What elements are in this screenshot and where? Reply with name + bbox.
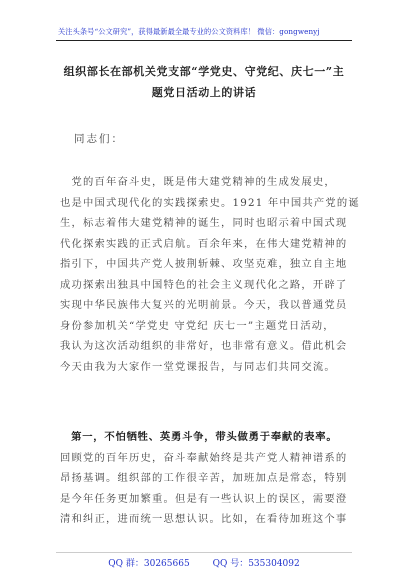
header-promo: 关注头条号“公文研究”，获得最新最全最专业的公文资料库！ 微信：gongwenyj [58,27,320,36]
paragraph-line: 实现中华民族伟大复兴的光明前景。今天，我以普通党员 [60,299,348,311]
document-title [44,61,364,103]
paragraph-line: 成功探索出独具中国特色的社会主义现代化之路，开辟了 [60,278,348,291]
greeting: 同志们： [74,133,124,145]
paragraph-line: 党的百年奋斗史，既是伟大建党精神的生成发展史， [60,176,336,188]
footer-contact [0,556,408,569]
footer-qq-group: QQ 群：30265665 [108,559,190,569]
footer-qq-number: QQ 号：535304092 [212,559,300,569]
paragraph-line: 昂扬基调。组织部的工作很辛苦，加班加点是常态，特别 [60,472,348,484]
paragraph-line: 生，标志着伟大建党精神的诞生，同时也昭示着中国式现 [60,217,348,229]
header-divider [56,40,352,41]
paragraph-line: 我认为这次活动组织的非常好，也非常有意义。借此机会 [60,340,348,352]
paragraph-line: 今天由我为大家作一堂党课报告，与同志们共同交流。 [60,360,336,373]
paragraph-line: 也是中国式现代化的实践探索史。1921 年中国共产党的诞 [60,196,360,209]
footer-divider [56,552,352,553]
title-line-1: 组织部长在部机关党支部“学党史、守党纪、庆七一”主 [63,65,345,78]
paragraph-1 [60,172,360,377]
paragraph-line: 身份参加机关“学党史 守党纪 庆七一”主题党日活动， [60,319,335,332]
section-heading: 第一，不怕牺牲、英勇斗争，带头做勇于奉献的表率。 [60,431,338,443]
paragraph-line: 回顾党的百年历史，奋斗奉献始终是共产党人精神谱系的 [60,451,348,464]
paragraph-2 [60,427,356,530]
title-line-2: 题党日活动上的讲话 [151,86,257,99]
paragraph-line: 是今年任务更加繁重。但是有一些认识上的误区，需要澄 [60,492,348,505]
paragraph-line: 指引下，中国共产党人披荆斩棘、攻坚克难，独立自主地 [60,258,348,270]
paragraph-line: 清和纠正，进而统一思想认识。比如，在看待加班这个事 [60,513,348,525]
paragraph-line: 代化探索实践的正式启航。百余年来，在伟大建党精神的 [60,237,348,250]
